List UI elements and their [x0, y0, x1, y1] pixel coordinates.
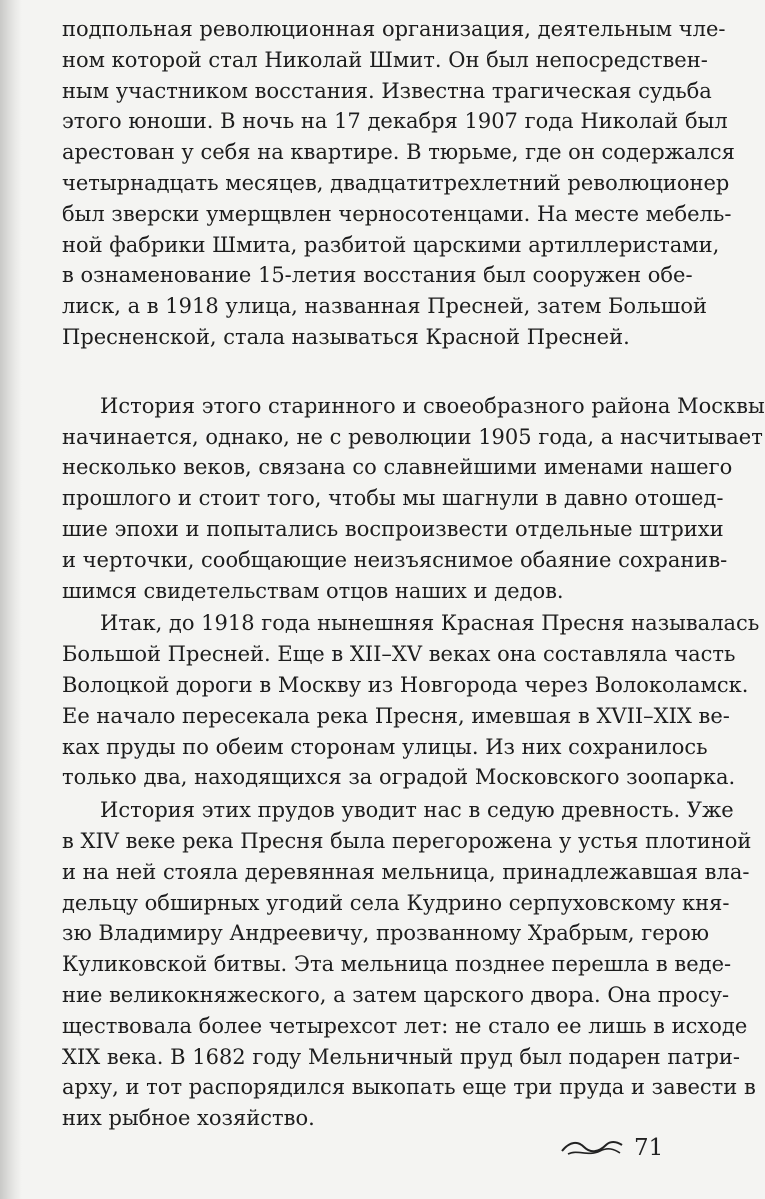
text-line: ществовала более четырехсот лет: не стало ее лишь в исходе: [62, 1013, 748, 1038]
text-line: лиск, а в 1918 улица, названная Пресней, затем Большой: [62, 294, 707, 319]
text-line: ние великокняжеского, а затем царского двора. Она просу-: [62, 982, 730, 1007]
text-line: ках пруды по обеим сторонам улицы. Из них сохранилось: [62, 734, 708, 759]
text-line: ной фабрики Шмита, разбитой царскими артиллеристами,: [62, 232, 720, 257]
text-line: них рыбное хозяйство.: [62, 1106, 315, 1131]
paragraph-2: [62, 391, 765, 607]
text-line: Волоцкой дороги в Москву из Новгорода через Волоколамск.: [62, 672, 749, 697]
text-line: в XIV веке река Пресня была перегорожена у устья плотиной: [62, 828, 752, 853]
section-gap: [62, 353, 672, 391]
page-footer: [560, 1128, 680, 1168]
text-line: История этих прудов уводит нас в седую древность. Уже: [100, 798, 734, 823]
text-line: несколько веков, связана со славнейшими именами нашего: [62, 455, 733, 480]
text-line: прошлого и стоит того, чтобы мы шагнули в давно отошед-: [62, 486, 724, 511]
text-line: арху, и тот распорядился выкопать еще три пруда и завести в: [62, 1075, 756, 1100]
text-line: История этого старинного и своеобразного района Москвы: [100, 393, 765, 418]
paragraph-3: [62, 608, 760, 793]
text-line: шие эпохи и попытались воспроизвести отдельные штрихи: [62, 516, 724, 541]
text-line: Куликовской битвы. Эта мельница позднее перешла в веде-: [62, 952, 732, 977]
text-line: в ознаменование 15-летия восстания был сооружен обе-: [62, 263, 693, 288]
paragraph-4: [62, 795, 756, 1134]
book-page: [62, 14, 765, 1134]
page-edge-shadow: [0, 0, 22, 1199]
text-line: ном которой стал Николай Шмит. Он был непосредствен-: [62, 47, 708, 72]
text-line: арестован у себя на квартире. В тюрьме, где он содержался: [62, 140, 735, 165]
text-line: и на ней стояла деревянная мельница, принадлежавшая вла-: [62, 859, 750, 884]
text-line: четырнадцать месяцев, двадцатитрехлетний революционер: [62, 170, 730, 195]
text-line: зю Владимиру Андреевичу, прозванному Храбрым, герою: [62, 921, 710, 946]
text-line: шимся свидетельствам отцов наших и дедов.: [62, 578, 564, 603]
text-line: Пресненской, стала называться Красной Пресней.: [62, 324, 630, 349]
text-line: этого юноши. В ночь на 17 декабря 1907 года Николай был: [62, 109, 728, 134]
text-line: Большой Пресней. Еще в XII–XV веках она составляла часть: [62, 642, 736, 667]
text-line: и черточки, сообщающие неизъяснимое обаяние сохранив-: [62, 547, 728, 572]
paragraph-1: [62, 14, 735, 353]
text-line: XIX века. В 1682 году Мельничный пруд был подарен патри-: [62, 1044, 740, 1069]
page-number: 71: [634, 1135, 664, 1161]
text-line: начинается, однако, не с революции 1905 года, а насчитывает: [62, 424, 763, 449]
text-line: Ее начало пересекала река Пресня, имевшая в XVII–XIX ве-: [62, 703, 730, 728]
text-line: подпольная революционная организация, деятельным чле-: [62, 17, 726, 41]
text-line: только два, находящихся за оградой Московского зоопарка.: [62, 765, 736, 790]
text-line: Итак, до 1918 года нынешняя Красная Пресня называлась: [100, 611, 760, 636]
text-line: дельцу обширных угодий села Кудрино серпуховскому кня-: [62, 890, 730, 915]
text-line: ным участником восстания. Известна трагическая судьба: [62, 78, 712, 103]
swash-ornament-icon: [560, 1137, 624, 1159]
text-line: был зверски умерщвлен черносотенцами. На месте мебель-: [62, 201, 732, 226]
